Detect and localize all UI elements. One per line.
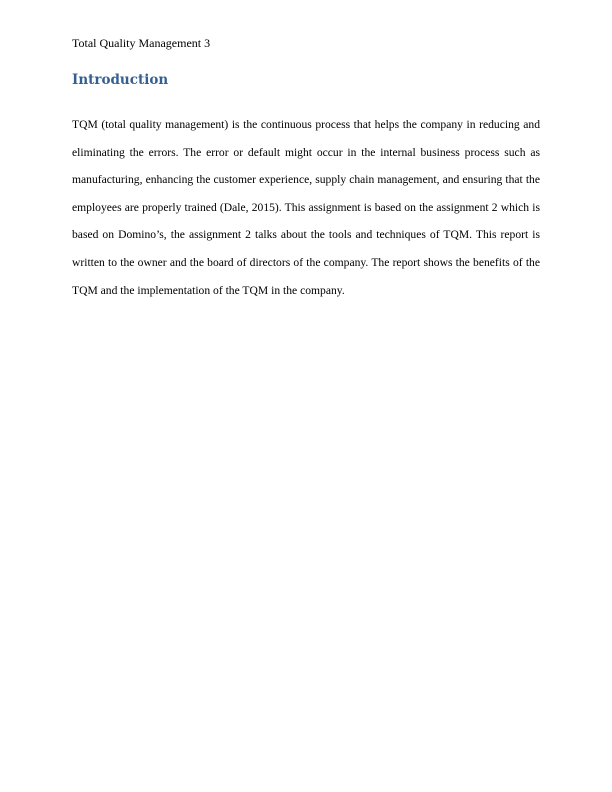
- body-paragraph: TQM (total quality management) is the continuous process that helps the company in reducing and eliminating the errors. The error or default might occur in the internal business process such as manufacturing, enhancing the customer experience, supply chain management, and ensuring that the employees are properly trained (Dale, 2015). This assignment is based on the assignment 2 which is based on Domino’s, the assignment 2 talks about the tools and techniques of TQM. This report is written to the owner and the board of directors of the company. The report shows the benefits of the TQM and the implementation of the TQM in the company.: [72, 118, 540, 297]
- running-head: Total Quality Management 3: [72, 36, 211, 50]
- section-heading: Introduction: [72, 72, 169, 88]
